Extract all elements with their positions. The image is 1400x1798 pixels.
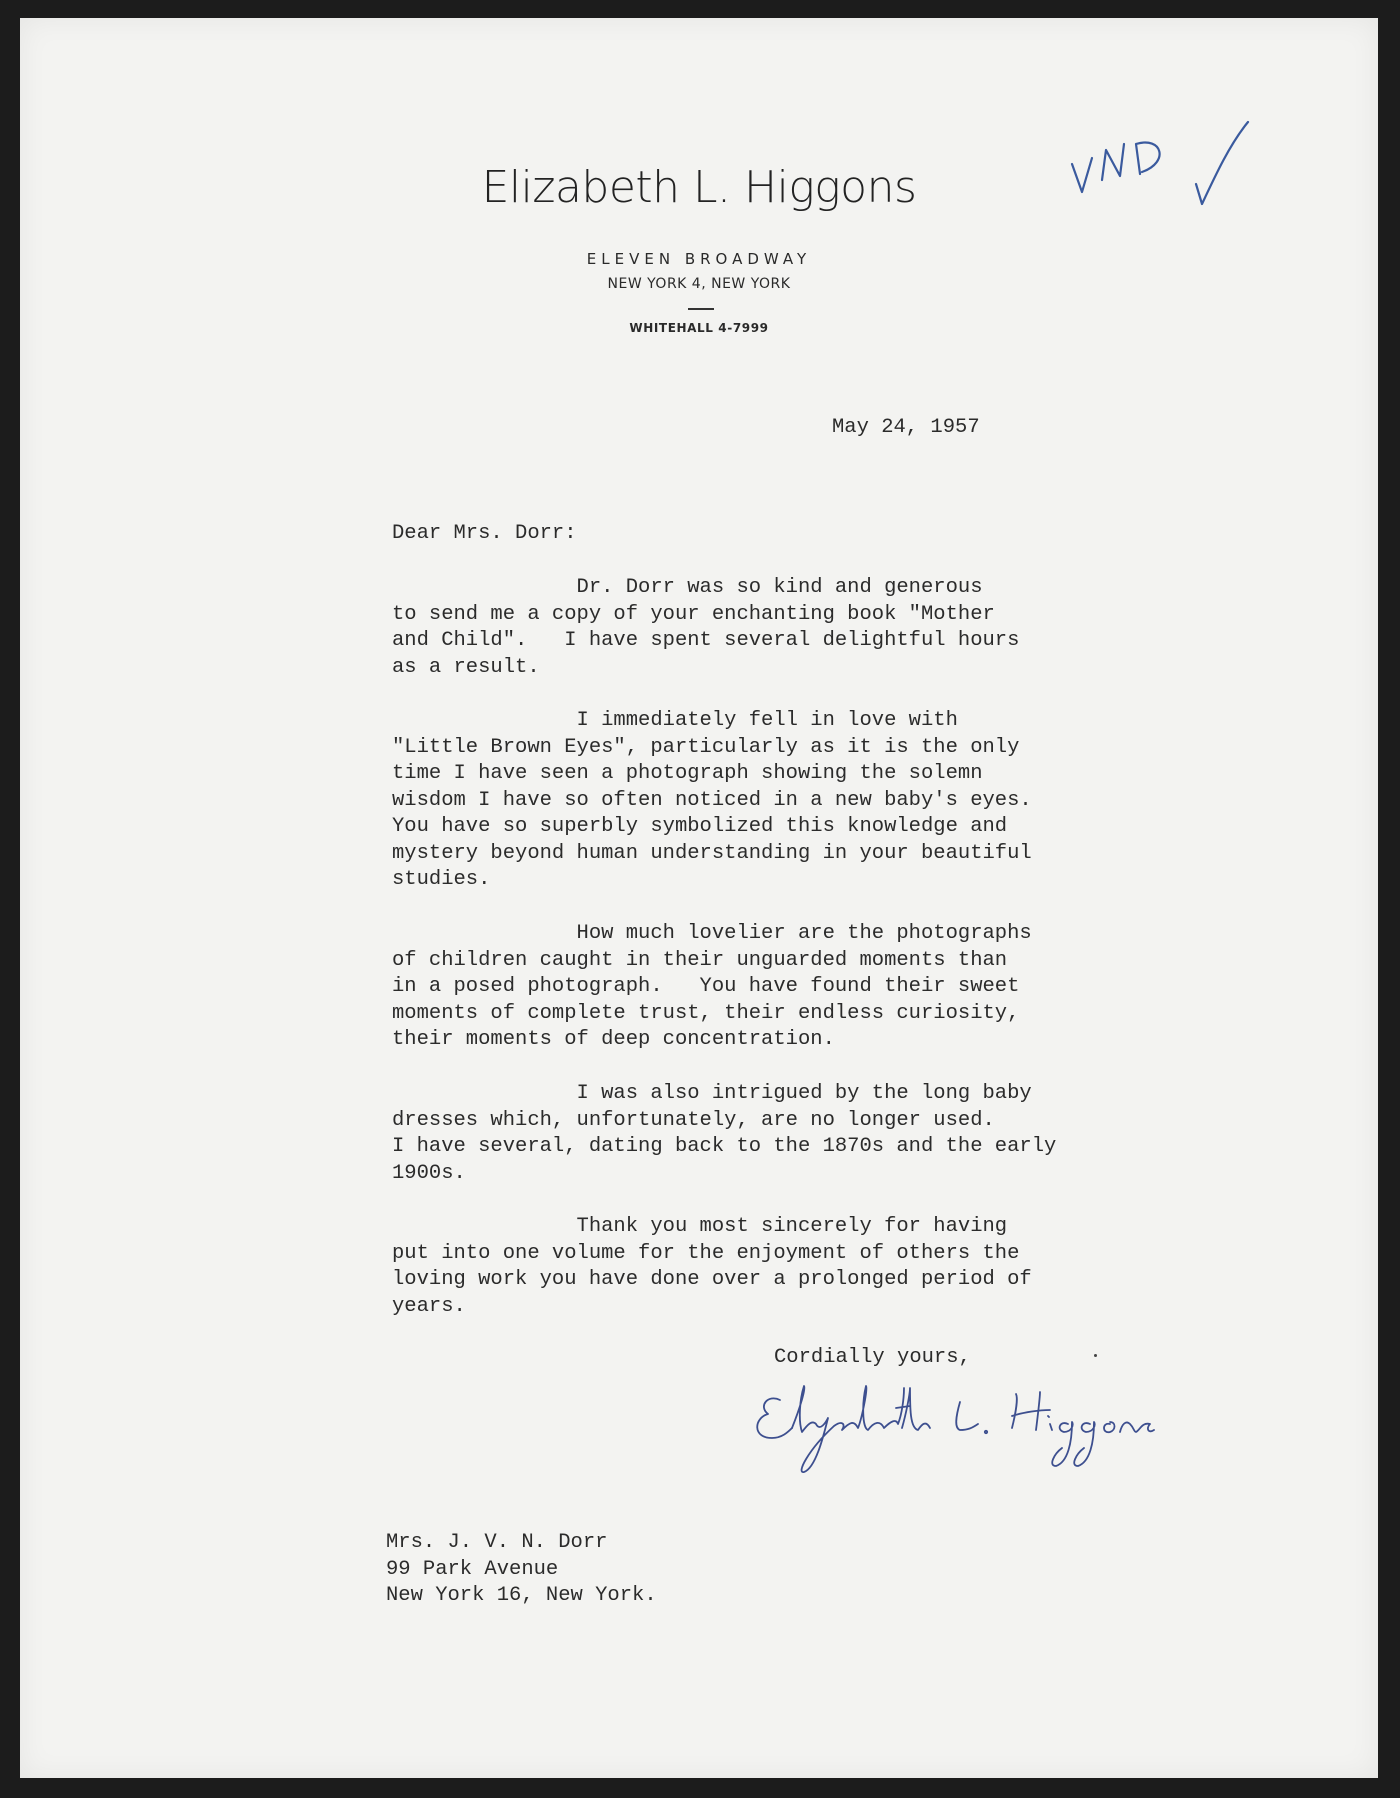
letter-paragraph-2: I immediately fell in love with "Little Brown Eyes", particularly as it is the only time I have seen a photograph showing the solemn wisdom I have so often noticed in a new baby's eyes. You have so superbly symbolized this knowledge and mystery beyond human understanding in your beautiful studies. — [392, 709, 1032, 891]
letterhead-city: NEW YORK 4, NEW YORK — [607, 276, 791, 292]
handwritten-vnd-checkmark — [1070, 114, 1270, 234]
letter-salutation: Dear Mrs. Dorr: — [392, 522, 577, 545]
letterhead-street: ELEVEN BROADWAY — [586, 250, 812, 268]
recipient-address: Mrs. J. V. N. Dorr 99 Park Avenue New York 16, New York. — [386, 1531, 657, 1607]
ink-dot — [1094, 1354, 1097, 1357]
letter-page — [20, 18, 1378, 1778]
letter-paragraph-3: How much lovelier are the photographs of children caught in their unguarded moments than in a posed photograph. You have found their sweet moments of complete trust, their endless curiosity, their moments of deep concentration. — [392, 922, 1032, 1051]
letterhead-name: Elizabeth L. Higgons — [481, 162, 917, 213]
letterhead-phone: WHITEHALL 4-7999 — [629, 321, 769, 335]
letter-paragraph-5: Thank you most sincerely for having put into one volume for the enjoyment of others the loving work you have done over a prolonged period of years. — [392, 1215, 1032, 1318]
letter-paragraph-4: I was also intrigued by the long baby dresses which, unfortunately, are no longer used. I have several, dating back to the 1870s and the early 1900s. — [392, 1082, 1057, 1185]
letter-paragraph-1: Dr. Dorr was so kind and generous to send me a copy of your enchanting book "Mother and Child". I have spent several delightful hours as a result. — [392, 576, 1020, 679]
letter-date: May 24, 1957 — [832, 416, 980, 439]
letterhead-divider — [688, 308, 714, 310]
handwritten-signature — [750, 1358, 1170, 1478]
letter-closing: Cordially yours, — [774, 1346, 971, 1369]
